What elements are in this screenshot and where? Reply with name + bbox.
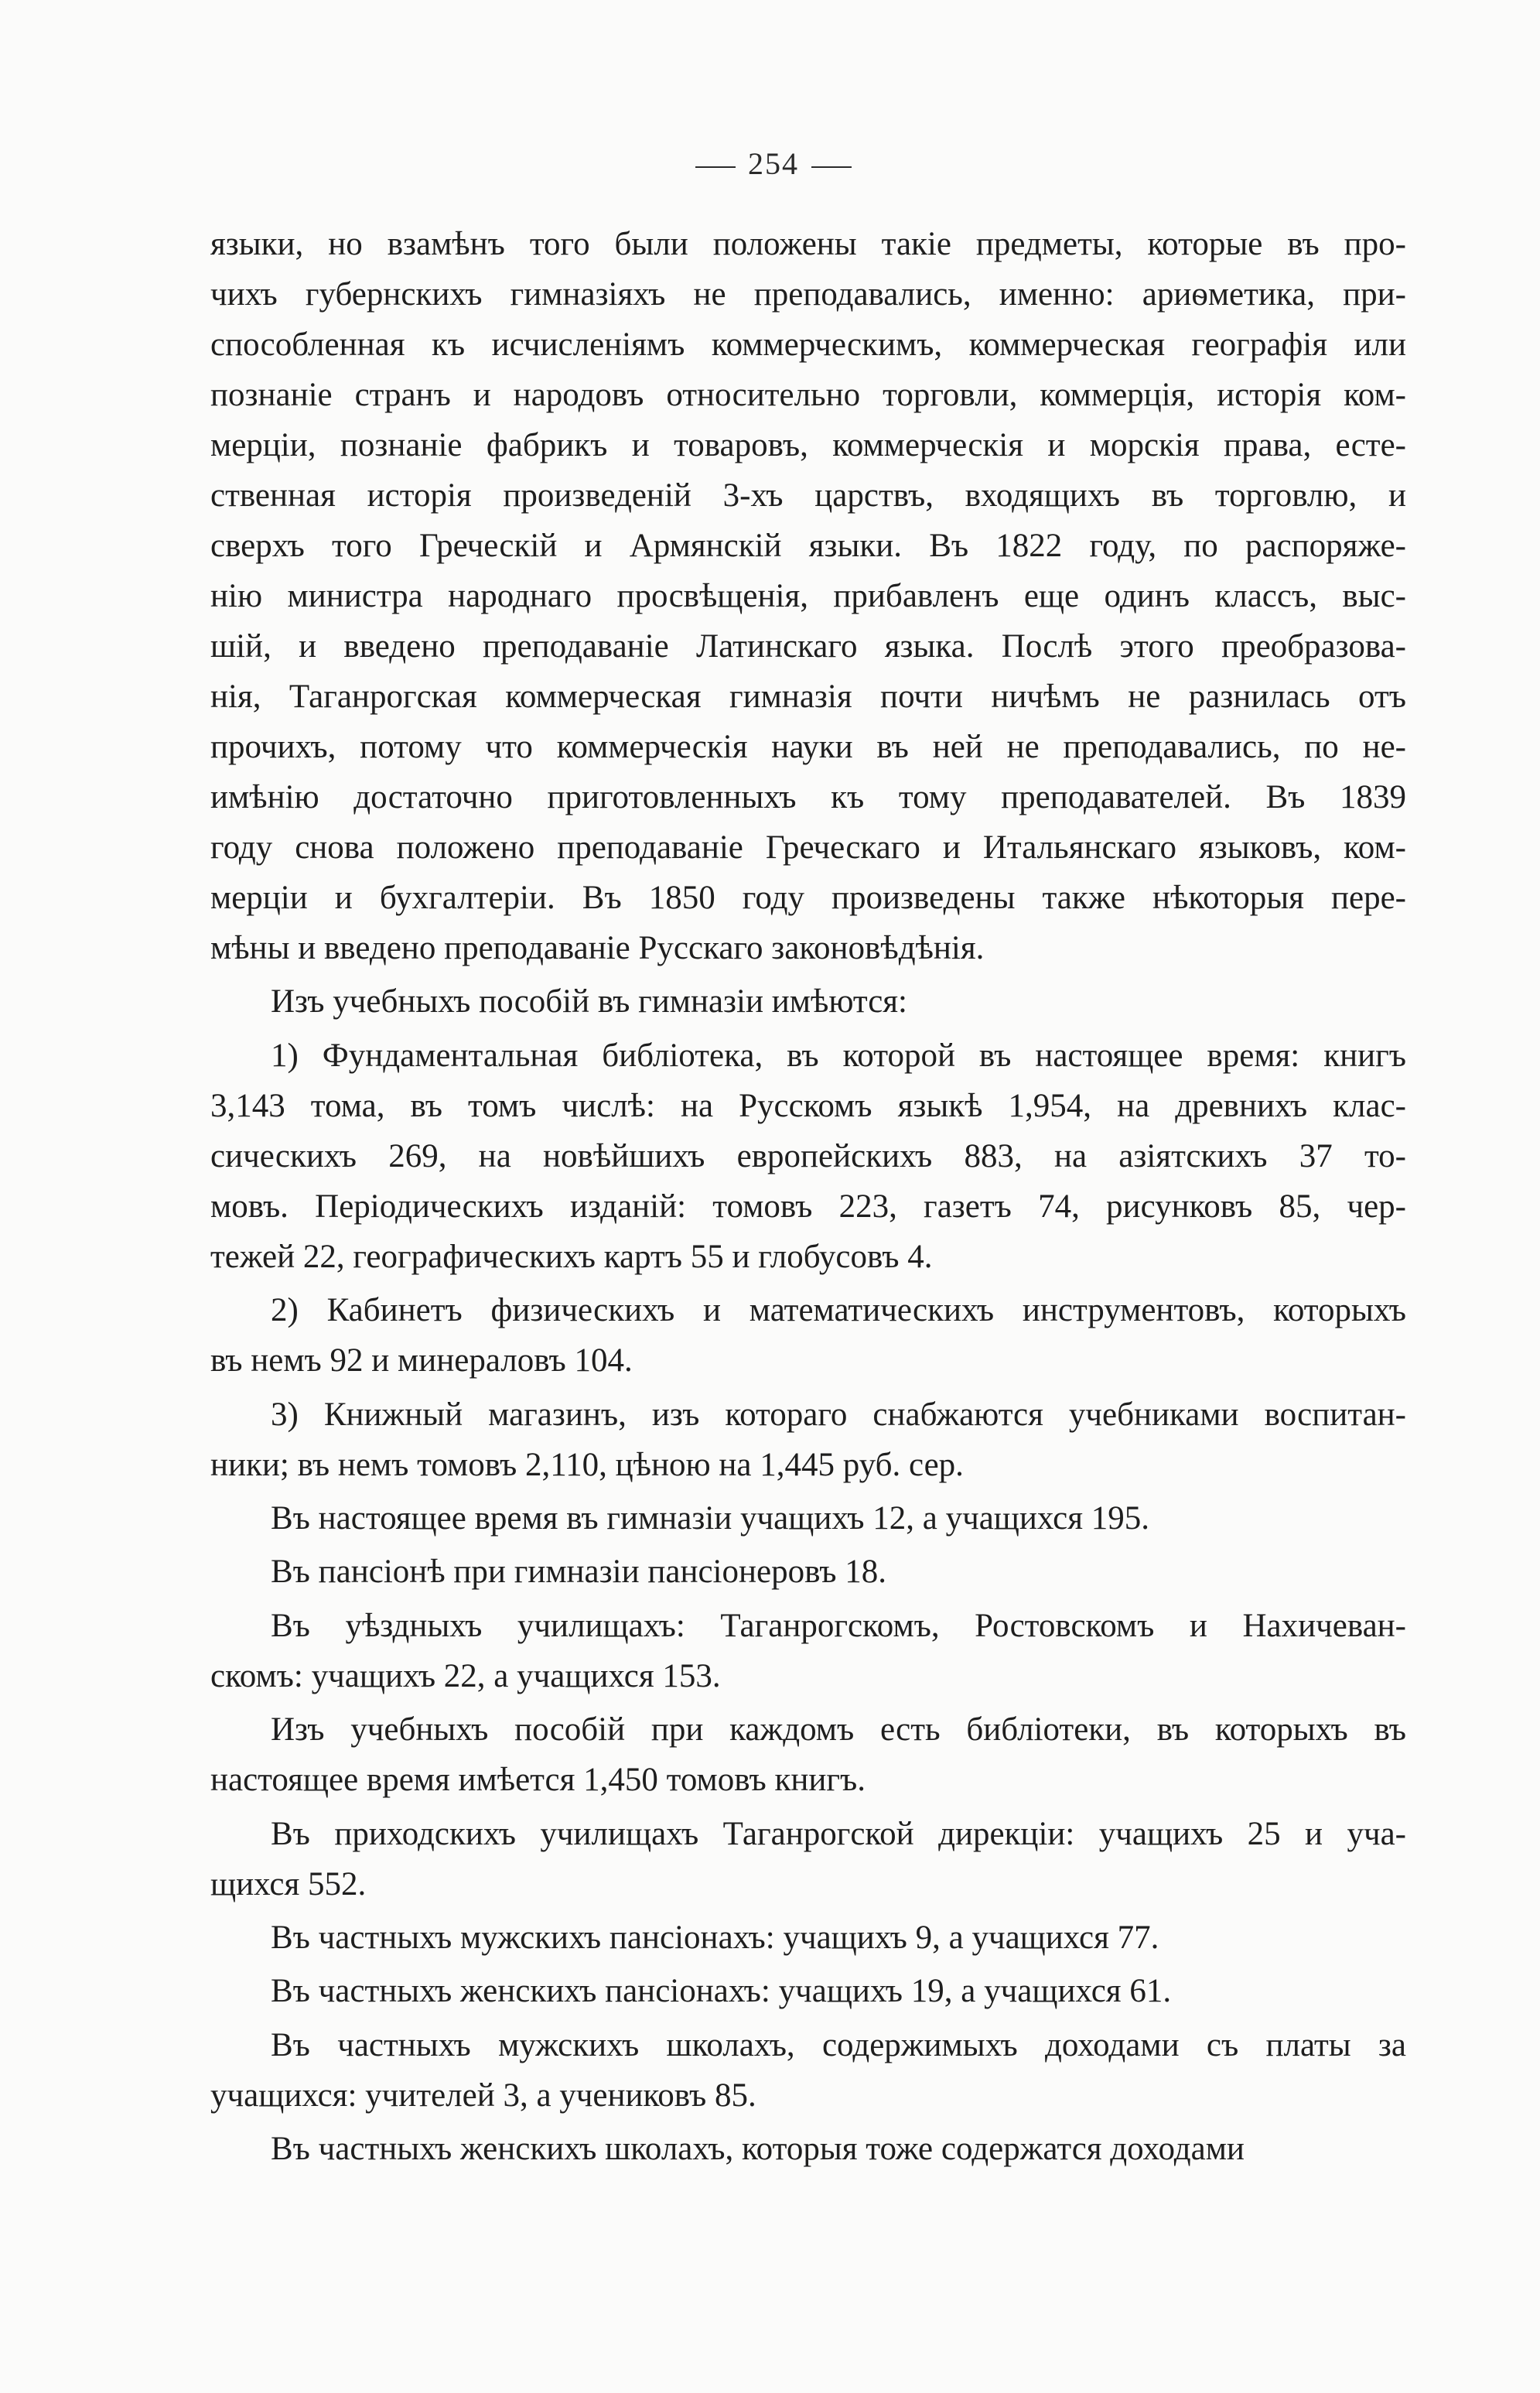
paragraph	[210, 1966, 1406, 2016]
paragraph	[210, 1601, 1406, 1701]
text-line: шій, и введено преподаваніе Латинскаго языка. Послѣ этого преобразова-	[210, 628, 1406, 665]
text-line: 2) Кабинетъ физическихъ и математическихъ инструментовъ, которыхъ	[271, 1292, 1406, 1329]
text-line: учащихся: учителей 3, а учениковъ 85.	[210, 2077, 756, 2114]
text-line: Въ настоящее время въ гимназіи учащихъ 12, а учащихся 195.	[271, 1499, 1150, 1537]
text-line: въ немъ 92 и минераловъ 104.	[210, 1342, 633, 1379]
text-line: году снова положено преподаваніе Греческаго и Итальянскаго языковъ, ком-	[210, 829, 1406, 866]
text-line: прочихъ, потому что коммерческія науки въ ней не преподавались, по не-	[210, 729, 1406, 765]
page-number-dash-left	[695, 166, 736, 168]
text-line: скомъ: учащихъ 22, а учащихся 153.	[210, 1657, 721, 1694]
text-line: Въ частныхъ женскихъ пансіонахъ: учащихъ 19, а учащихся 61.	[271, 1973, 1172, 2010]
text-line: мовъ. Періодическихъ изданій: томовъ 223, газетъ 74, рисунковъ 85, чер-	[210, 1188, 1406, 1225]
text-line: языки, но взамѣнъ того были положены такіе предметы, которые въ про-	[210, 226, 1406, 262]
page-number-value: 254	[748, 146, 799, 181]
text-line: ственная исторія произведеній 3-хъ царствъ, входящихъ въ торговлю, и	[210, 477, 1406, 514]
text-line: мѣны и введено преподаваніе Русскаго законовѣдѣнія.	[210, 930, 985, 966]
text-line: настоящее время имѣется 1,450 томовъ книгъ.	[210, 1762, 866, 1799]
page-number-dash-right	[811, 166, 852, 168]
text-line: 1) Фундаментальная библіотека, въ которой въ настоящее время: книгъ	[271, 1037, 1406, 1074]
text-line: Въ пансіонѣ при гимназіи пансіонеровъ 18.	[271, 1554, 887, 1591]
paragraph	[210, 2020, 1406, 2121]
paragraph	[210, 976, 1406, 1027]
text-line: Изъ учебныхъ пособій при каждомъ есть библіотеки, въ которыхъ въ	[271, 1711, 1406, 1749]
paragraph	[210, 1031, 1406, 1282]
paragraph	[210, 1547, 1406, 1597]
text-line: познаніе странъ и народовъ относительно торговли, коммерція, исторія ком-	[210, 377, 1406, 413]
text-line: 3) Книжный магазинъ, изъ котораго снабжаются учебниками воспитан-	[271, 1396, 1406, 1433]
text-line: нію министра народнаго просвѣщенія, прибавленъ еще одинъ классъ, выс-	[210, 578, 1406, 614]
paragraph	[210, 1285, 1406, 1386]
text-line: Въ частныхъ мужскихъ школахъ, содержимыхъ доходами съ платы за	[271, 2026, 1406, 2063]
paragraph	[210, 1390, 1406, 1490]
text-line: тежей 22, географическихъ картъ 55 и глобусовъ 4.	[210, 1238, 933, 1275]
text-line: чихъ губернскихъ гимназіяхъ не преподавались, именно: ариѳметика, при-	[210, 276, 1406, 313]
text-line: Въ приходскихъ училищахъ Таганрогской дирекціи: учащихъ 25 и уча-	[271, 1815, 1406, 1852]
paragraph	[210, 219, 1406, 973]
text-line: Изъ учебныхъ пособій въ гимназіи имѣются:	[271, 983, 908, 1020]
text-line: Въ частныхъ мужскихъ пансіонахъ: учащихъ 9, а учащихся 77.	[271, 1919, 1159, 1956]
text-line: Въ уѣздныхъ училищахъ: Таганрогскомъ, Ростовскомъ и Нахичеван-	[271, 1607, 1406, 1644]
text-line: Въ частныхъ женскихъ школахъ, которыя тоже содержатся доходами	[271, 2131, 1245, 2168]
text-line: способленная къ исчисленіямъ коммерческимъ, коммерческая географія или	[210, 326, 1406, 363]
text-line: мерціи и бухгалтеріи. Въ 1850 году произведены также нѣкоторыя пере-	[210, 880, 1406, 916]
text-line: имѣнію достаточно приготовленныхъ къ тому преподавателей. Въ 1839	[210, 779, 1406, 815]
page-number	[0, 145, 1540, 182]
text-line: нія, Таганрогская коммерческая гимназія почти ничѣмъ не разнилась отъ	[210, 679, 1406, 715]
text-line: 3,143 тома, въ томъ числѣ: на Русскомъ языкѣ 1,954, на древнихъ клас-	[210, 1087, 1406, 1124]
paragraph	[210, 1809, 1406, 1909]
paragraph	[210, 2124, 1406, 2174]
paragraph	[210, 1493, 1406, 1543]
text-line: сическихъ 269, на новѣйшихъ европейскихъ 883, на азіятскихъ 37 то-	[210, 1137, 1406, 1174]
body-text	[210, 219, 1406, 2174]
text-line: щихся 552.	[210, 1865, 367, 1902]
paragraph	[210, 1913, 1406, 1963]
text-line: мерціи, познаніе фабрикъ и товаровъ, коммерческія и морскія права, есте-	[210, 427, 1406, 463]
paragraph	[210, 1704, 1406, 1805]
text-line: сверхъ того Греческій и Армянскій языки. Въ 1822 году, по распоряже-	[210, 528, 1406, 564]
text-line: ники; въ немъ томовъ 2,110, цѣною на 1,445 руб. сер.	[210, 1446, 964, 1483]
